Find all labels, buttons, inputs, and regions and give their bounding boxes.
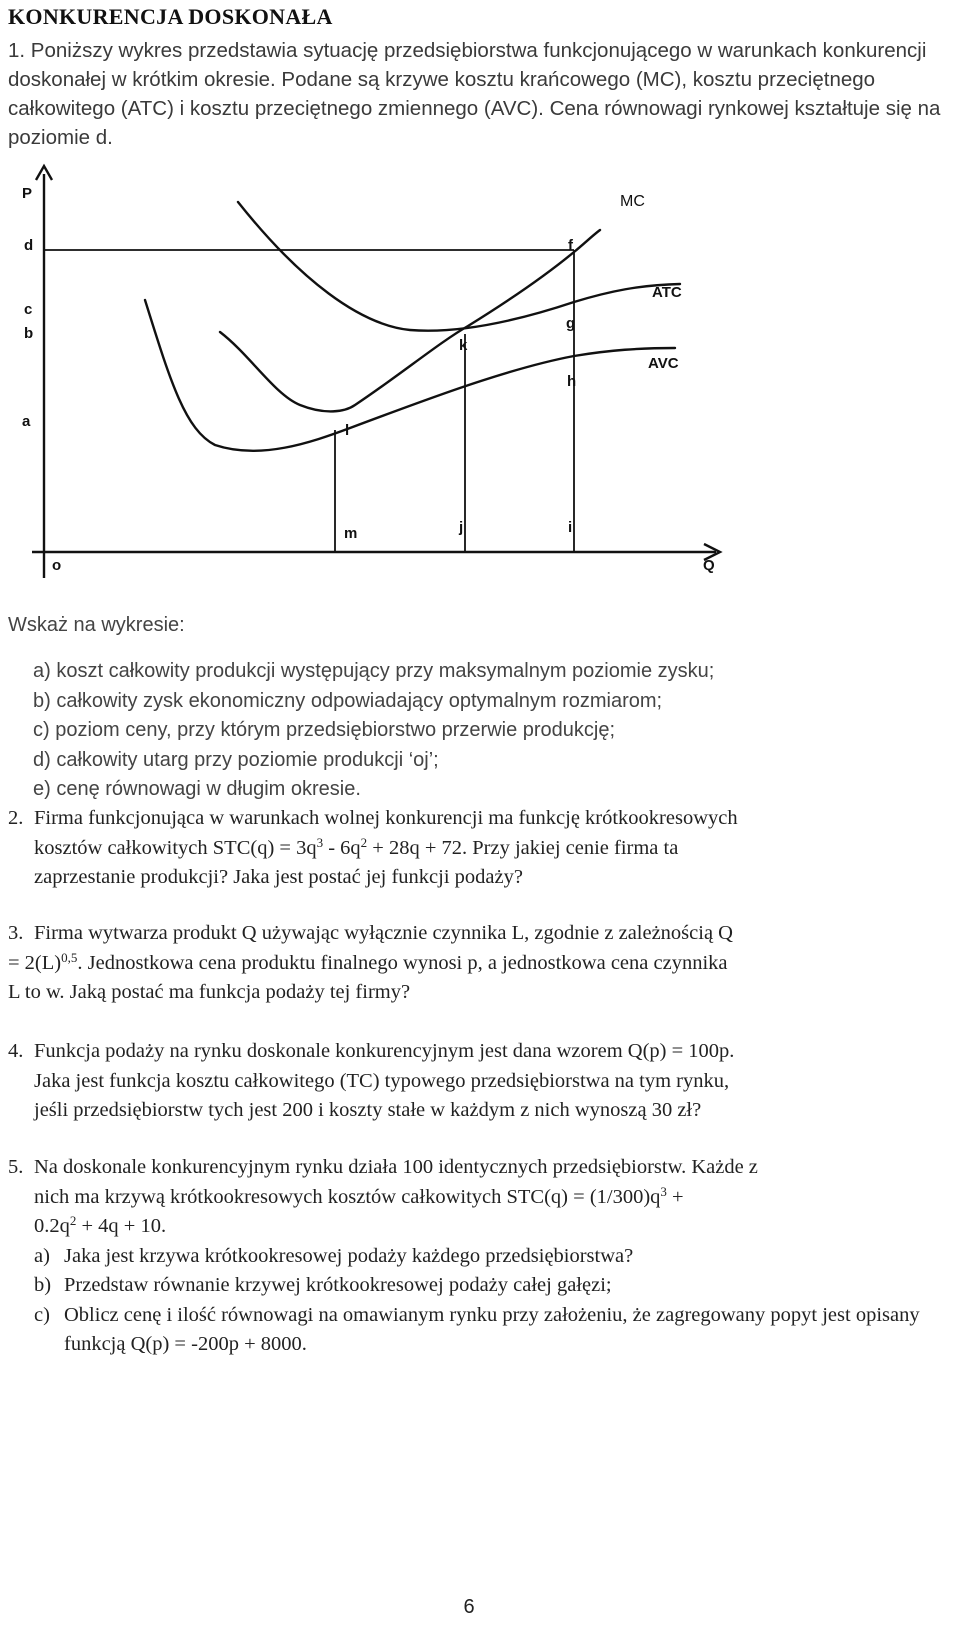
task-item: a) koszt całkowity produkcji występujący przy maksymalnym poziomie zysku; xyxy=(33,660,715,682)
exercise-number: 5. xyxy=(8,1156,24,1178)
point-label-k: k xyxy=(459,337,468,354)
y-tick-c: c xyxy=(24,301,33,318)
exercise-5-line-2: nich ma krzywą krótkookresowych kosztów całkowitych $STC(q) = (1/300)q^3$ + xyxy=(34,1183,684,1208)
task-list xyxy=(33,657,933,805)
avc-curve xyxy=(145,300,675,451)
y-tick-d: d xyxy=(24,237,34,254)
mc-label: MC xyxy=(620,193,645,210)
subtask-item: b) Przedstaw równanie krzywej krótkookresowej podaży całej gałęzi; xyxy=(34,1274,612,1296)
axis-label-p: P xyxy=(22,185,33,202)
task-item: e) cenę równowagi w długim okresie. xyxy=(33,778,361,800)
axis-label-q: Q xyxy=(703,557,715,574)
exercise-number: 3. xyxy=(8,922,24,944)
point-label-l: l xyxy=(345,422,350,439)
x-tick-j: j xyxy=(459,519,464,536)
exercise-4-line-2: Jaka jest funkcja kosztu całkowitego (TC) typowego przedsiębiorstwa na tym rynku, xyxy=(34,1069,730,1092)
point-label-f: f xyxy=(568,237,573,254)
exercise-4 xyxy=(8,1037,938,1121)
exercise-2-line-2: kosztów całkowitych $STC(q) = 3q^3 - 6q^2 + 28q + 72$. Przy jakiej cenie firma ta xyxy=(34,834,679,859)
y-tick-b: b xyxy=(24,325,34,342)
exercise-number: 2. xyxy=(8,807,24,829)
point-label-g: g xyxy=(566,315,576,332)
point-label-h: h xyxy=(567,373,577,390)
page-title: KONKURENCJA DOSKONAŁA xyxy=(8,4,333,29)
exercise-3-line-1: Firma wytwarza produkt Q używając wyłącznie czynnika L, zgodnie z zależnością Q xyxy=(34,922,733,944)
exercise-5-line-1: Na doskonale konkurencyjnym rynku działa 100 identycznych przedsiębiorstw. Każde z xyxy=(34,1156,758,1178)
subtask-item: c) Oblicz cenę i ilość równowagi na omawianym rynku przy założeniu, że zagregowany popyt jest opisany funkcją Q(p) = -200p + 8000. xyxy=(34,1303,920,1355)
exercise-4-line-1: Funkcja podaży na rynku doskonale konkurencyjnym jest dana wzorem Q(p) = 100p. xyxy=(34,1040,735,1062)
exercise-3-line-3: L to w. Jaką postać ma funkcja podaży tej firmy? xyxy=(8,981,411,1003)
page-number: 6 xyxy=(463,1596,475,1618)
exercise-3-line-2: = $2(L)^{0,5}$. Jednostkowa cena produktu finalnego wynosi p, a jednostkowa cena czynnika xyxy=(8,949,728,974)
task-item: d) całkowity utarg przy poziomie produkcji ‘oj’; xyxy=(33,748,439,771)
exercise-5 xyxy=(8,1153,938,1355)
exercise-2-line-3: zaprzestanie produkcji? Jaka jest postać jej funkcji podaży? xyxy=(34,866,523,888)
avc-label: AVC xyxy=(648,355,679,372)
task-item: b) całkowity zysk ekonomiczny odpowiadający optymalnym rozmiarom; xyxy=(33,689,663,712)
exercise-2-line-1: Firma funkcjonująca w warunkach wolnej konkurencji ma funkcję krótkookresowych xyxy=(34,807,738,829)
x-tick-o: o xyxy=(52,557,62,574)
task-prompt: Wskaż na wykresie: xyxy=(8,614,185,636)
x-tick-i: i xyxy=(568,519,573,536)
exercise-5-line-3: $0.2q^2 + 4q + 10$. xyxy=(34,1213,167,1237)
exercise-number: 4. xyxy=(8,1040,24,1062)
exercise-5-subtasks xyxy=(34,1242,939,1360)
exercise-3 xyxy=(8,919,938,1003)
task-item: c) poziom ceny, przy którym przedsiębiorstwo przerwie produkcję; xyxy=(33,719,616,741)
mc-curve xyxy=(220,230,600,411)
subtask-item: a) Jaka jest krzywa krótkookresowej podaży każdego przedsiębiorstwa? xyxy=(34,1244,634,1267)
exercise-1-intro: 1. Poniższy wykres przedstawia sytuację przedsiębiorstwa funkcjonującego w warunkach konkurencji doskonałej w krótkim okresie. Podane są krzywe kosztu krańcowego (MC), kosztu przeciętnego całkowitego (ATC) i kosztu przeciętnego zmiennego (AVC). Cena równowagi rynkowej kształtuje się na poziomie d. xyxy=(8,39,941,149)
cost-curves-chart xyxy=(0,160,760,590)
exercise-4-line-3: jeśli przedsiębiorstw tych jest 200 i koszty stałe w każdym z nich wynoszą 30 zł? xyxy=(34,1099,702,1121)
y-tick-a: a xyxy=(22,413,31,430)
exercise-2 xyxy=(8,804,938,888)
atc-label: ATC xyxy=(652,284,682,301)
x-tick-m: m xyxy=(344,525,358,542)
atc-curve xyxy=(238,202,680,331)
